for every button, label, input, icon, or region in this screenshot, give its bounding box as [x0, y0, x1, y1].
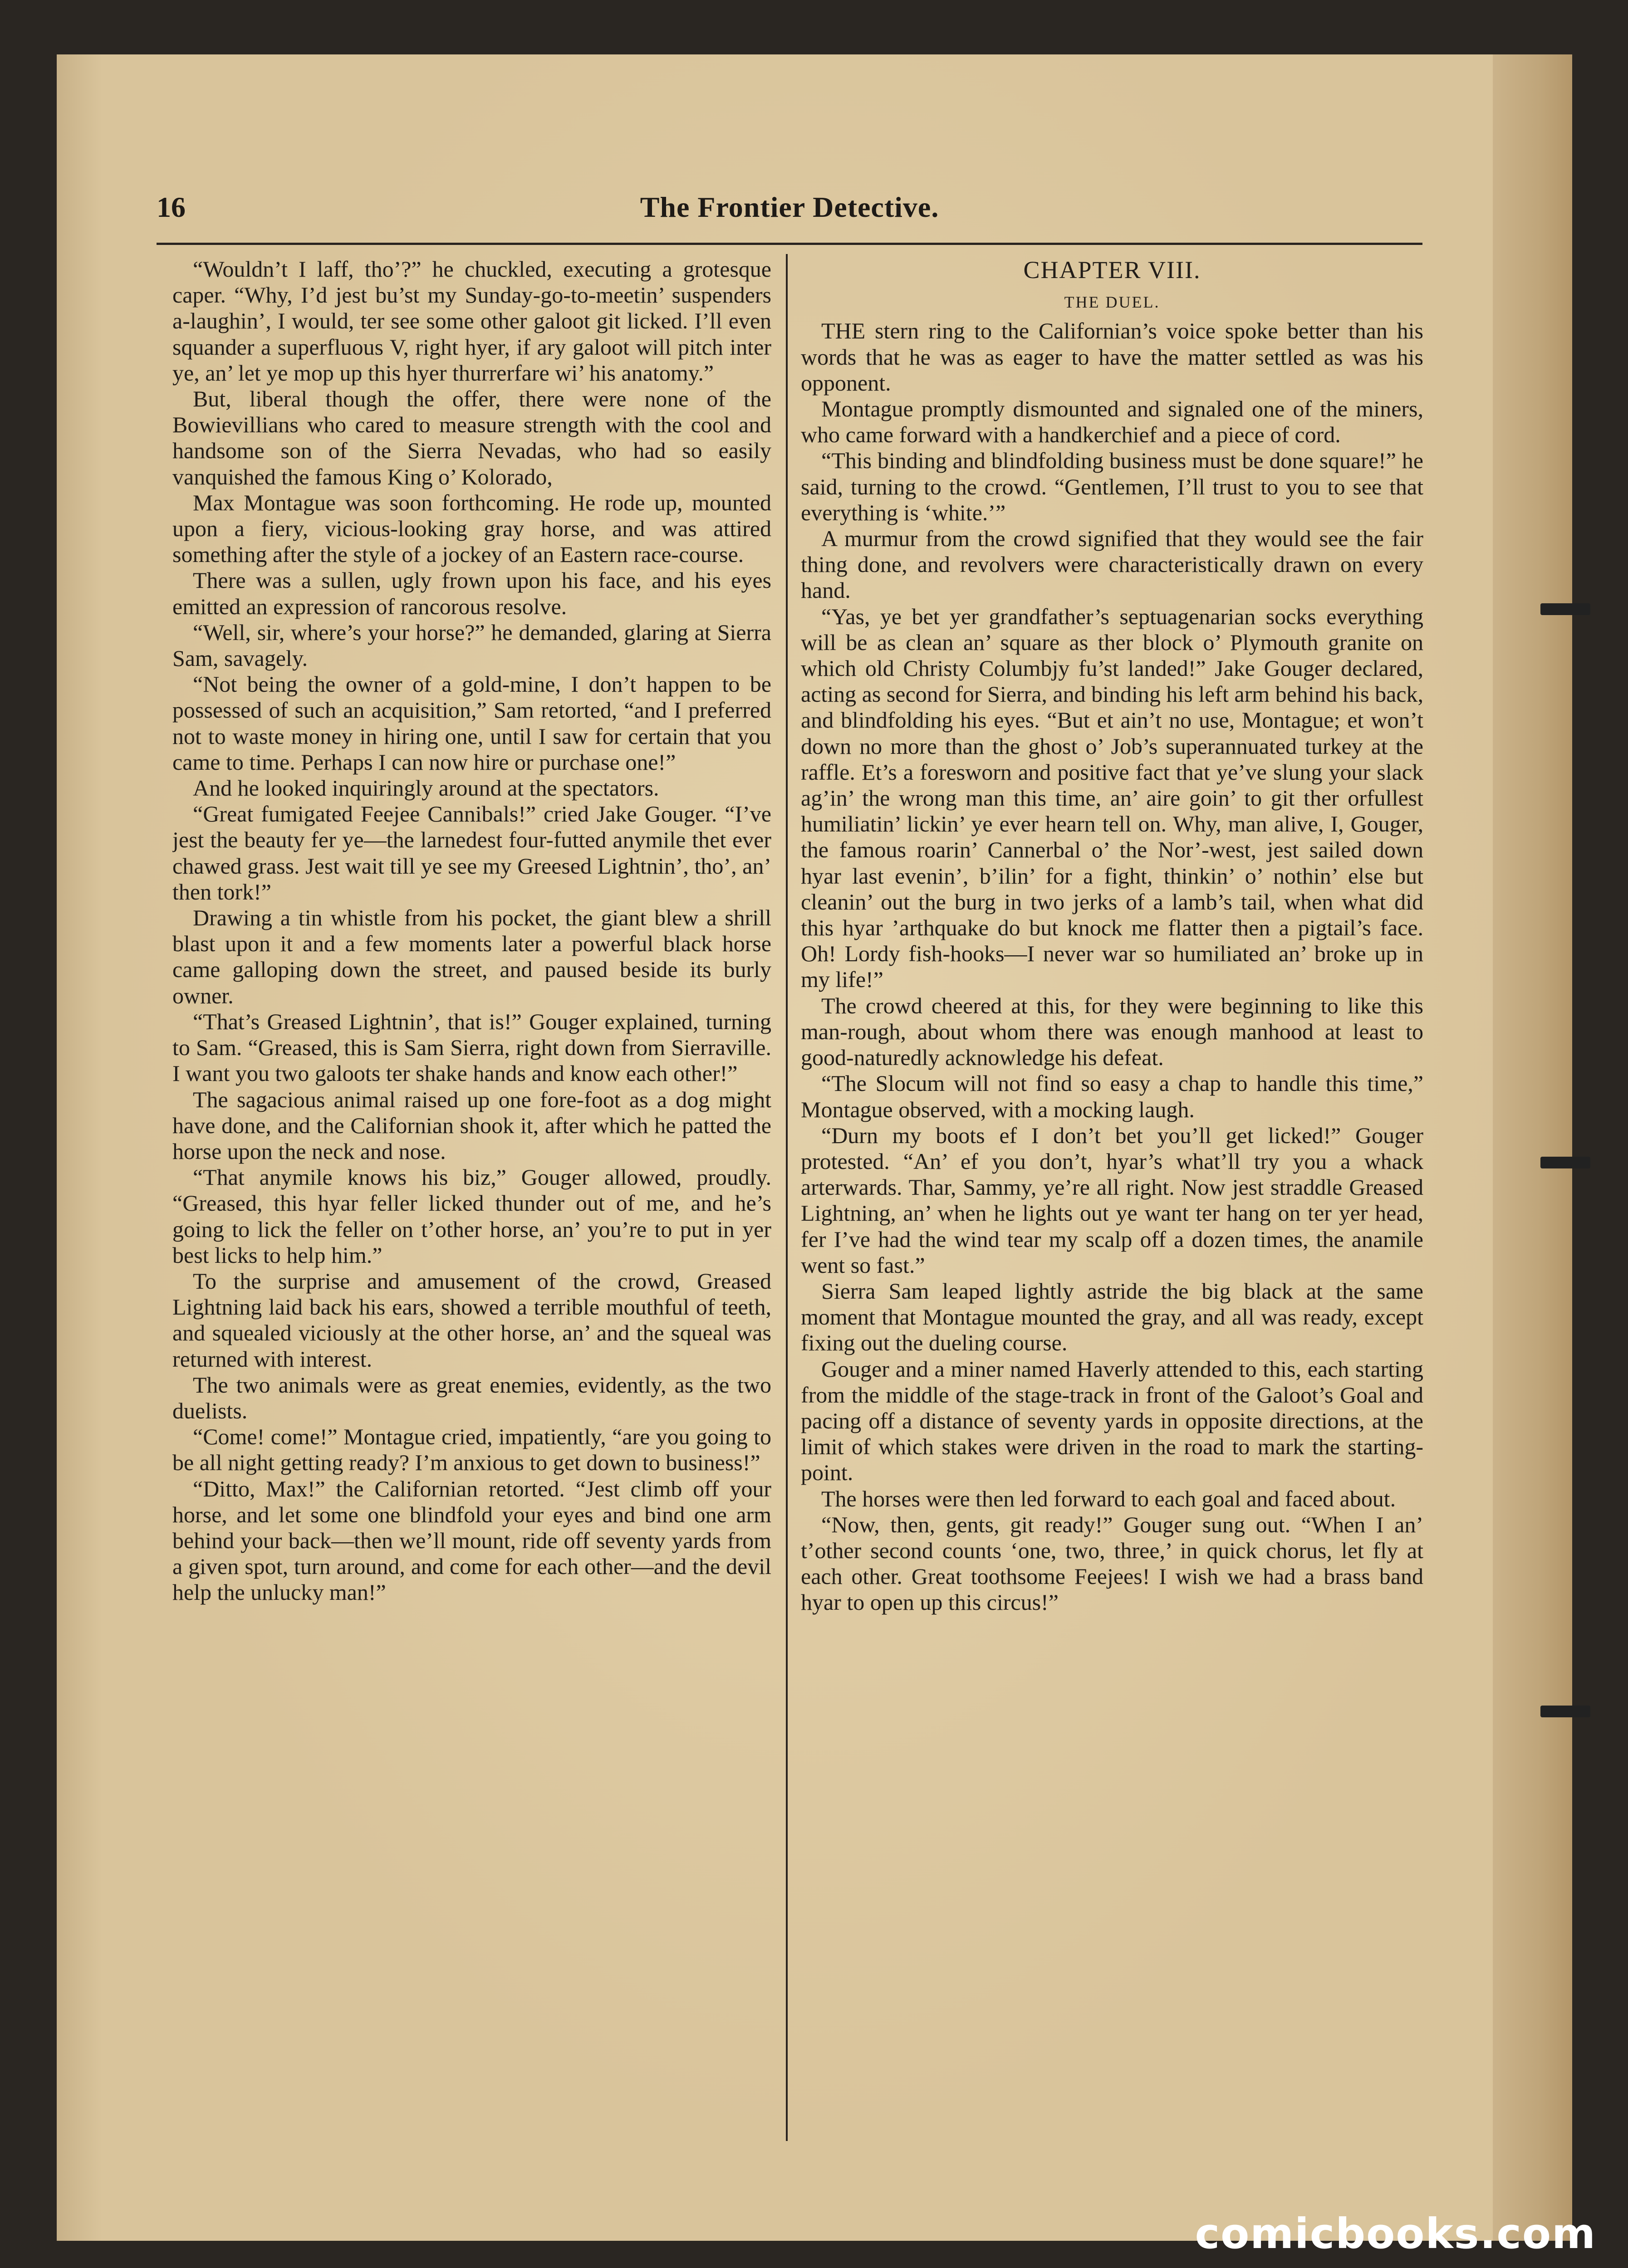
page-header — [157, 191, 1422, 236]
paragraph: A murmur from the crowd signified that they would see the fair thing done, and revolvers were characteristically drawn on every hand. — [801, 526, 1423, 603]
paragraph: Sierra Sam leaped lightly astride the big black at the same moment that Montague mounted the gray, and all was ready, except fixing out the dueling course. — [801, 1278, 1423, 1356]
paragraph: THE stern ring to the Californian’s voice spoke better than his words that he was as eager to have the matter settled as was his opponent. — [801, 318, 1423, 396]
paragraph: “Great fumigated Feejee Cannibals!” cried Jake Gouger. “I’ve jest the beauty fer ye—the larnedest four-futted anymile thet ever chawed grass. Jest wait till ye see my Greesed Lightnin’, tho’, an’ then tork!” — [172, 801, 771, 904]
paragraph: “Wouldn’t I laff, tho’?” he chuckled, executing a grotesque caper. “Why, I’d jest bu’st my Sunday-go-to-meetin’ suspenders a-laughin’, I would, ter see some other galoot git licked. I’ll even squander a superfluous V, right hyer, if ary galoot will pitch inter ye, an’ let ye mop up this hyer thurrerfare wi’ his anatomy.” — [172, 256, 771, 386]
right-column — [801, 256, 1423, 2148]
paragraph: The crowd cheered at this, for they were beginning to like this man-rough, about whom there was enough manhood at least to good-naturedly acknowledge his defeat. — [801, 992, 1423, 1070]
chapter-title: CHAPTER VIII. — [1023, 256, 1201, 284]
paragraph: “Come! come!” Montague cried, impatiently, “are you going to be all night getting ready? I’m anxious to get down to business!” — [172, 1424, 771, 1476]
chapter-subtitle: THE DUEL. — [1064, 293, 1160, 312]
paragraph: And he looked inquiringly around at the spectators. — [193, 775, 659, 801]
staple-mark — [1540, 603, 1590, 615]
paragraph: “That anymile knows his biz,” Gouger allowed, proudly. “Greased, this hyar feller licked thunder out of me, and he’s going to lick the feller on t’other horse, an’ you’re to put in yer best licks to help him.” — [172, 1164, 771, 1268]
paragraph: “Not being the owner of a gold-mine, I don’t happen to be possessed of such an acquisition,” Sam retorted, “and I preferred not to waste money in hiring one, until I saw for certain that you came to time. Perhaps I can now hire or purchase one!” — [172, 671, 771, 775]
paragraph: Montague promptly dismounted and signaled one of the miners, who came forward with a handkerchief and a piece of cord. — [801, 396, 1423, 448]
paragraph: The sagacious animal raised up one fore-foot as a dog might have done, and the Californian shook it, after which he patted the horse upon the neck and nose. — [172, 1086, 771, 1164]
staple-mark — [1540, 1706, 1590, 1717]
paragraph: “Durn my boots ef I don’t bet you’ll get licked!” Gouger protested. “An’ ef you don’t, hyar’s what’ll try you a whack arterwards. Thar, Sammy, ye’re all right. Now jest straddle Greased Lightning, an’ when he lights out ye want ter hang on ter yer head, fer I’ve had the wind tear my scalp off a dozen times, the anamile went so fast.” — [801, 1122, 1423, 1278]
paragraph: The horses were then led forward to each goal and faced about. — [821, 1486, 1396, 1511]
left-column — [172, 256, 771, 2148]
paragraph: The two animals were as great enemies, evidently, as the two duelists. — [172, 1372, 771, 1423]
paragraph: Gouger and a miner named Haverly attended to this, each starting from the middle of the stage-track in front of the Galoot’s Goal and pacing off a distance of seventy yards in opposite directions, at the limit of which stakes were driven in the road to mark the starting-point. — [801, 1356, 1423, 1486]
paragraph: To the surprise and amusement of the crowd, Greased Lightning laid back his ears, showed a terrible mouthful of teeth, and squealed viciously at the other horse, an’ and the squeal was returned with interest. — [172, 1268, 771, 1372]
page-number: 16 — [157, 191, 186, 223]
staple-mark — [1540, 1157, 1590, 1168]
paragraph: “Ditto, Max!” the Californian retorted. “Jest climb off your horse, and let some one blindfold your eyes and bind one arm behind your back—then we’ll mount, ride off seventy yards from a given spot, turn around, and come for each other—and the devil help the unlucky man!” — [172, 1476, 771, 1605]
paragraph: There was a sullen, ugly frown upon his face, and his eyes emitted an expression of rancorous resolve. — [172, 567, 771, 619]
paragraph: Max Montague was soon forthcoming. He rode up, mounted upon a fiery, vicious-looking gray horse, and was attired something after the style of a jockey of an Eastern race-course. — [172, 489, 771, 567]
site-watermark: comicbooks.com — [1195, 2209, 1596, 2258]
paragraph: “This binding and blindfolding business must be done square!” he said, turning to the crowd. “Gentlemen, I’ll trust to you to see that everything is ‘white.’” — [801, 448, 1423, 525]
paragraph: “The Slocum will not find so easy a chap to handle this time,” Montague observed, with a mocking laugh. — [801, 1070, 1423, 1122]
paragraph: “That’s Greased Lightnin’, that is!” Gouger explained, turning to Sam. “Greased, this is Sam Sierra, right down from Sierraville. I want you two galoots ter shake hands and know each other!” — [172, 1008, 771, 1086]
paragraph: “Yas, ye bet yer grandfather’s septuagenarian socks everything will be as clean an’ square as ther block o’ Plymouth granite on which old Christy Columbjy fu’st landed!” Jake Gouger declared, acting as second for Sierra, and binding his left arm behind his back, and blindfolding his eyes. “But et ain’t no use, Montague; et won’t down no more than the ghost o’ Job’s superannuated turkey at the raffle. Et’s a foresworn and positive fact that ye’ve slung your slack ag’in’ the wrong man this time, an’ aire goin’ to git ther orfullest humiliatin’ lickin’ ye ever hearn tell on. Why, man alive, I, Gouger, the famous roarin’ Cannerbal o’ the Nor’-west, jest sailed down hyar last evenin’, b’ilin’ for a fight, thinkin’ o’ nothin’ else but cleanin’ out the burg in two jerks of a lamb’s tail, when what did this hyar ’arthquake do but knock me flatter then a pigtail’s face. Oh! Lordy fish-hooks—I never war so humiliated an’ broke up in my life!” — [801, 603, 1423, 992]
running-title: The Frontier Detective. — [640, 191, 939, 223]
paragraph: Drawing a tin whistle from his pocket, the giant blew a shrill blast upon it and a few moments later a powerful black horse came galloping down the street, and paused beside its burly owner. — [172, 905, 771, 1008]
column-divider — [786, 254, 788, 2141]
paragraph: But, liberal though the offer, there were none of the Bowievillians who cared to measure strength with the cool and handsome son of the Sierra Nevadas, who had so easily vanquished the famous King o’ Kolorado, — [172, 386, 771, 489]
header-rule — [157, 243, 1422, 245]
page-spine-edge — [1493, 54, 1572, 2241]
paragraph: “Now, then, gents, git ready!” Gouger sung out. “When I an’ t’other second counts ‘one, two, three,’ in quick chorus, let fly at each other. Great toothsome Feejees! I wish we had a brass band hyar to open up this circus!” — [801, 1511, 1423, 1615]
paragraph: “Well, sir, where’s your horse?” he demanded, glaring at Sierra Sam, savagely. — [172, 619, 771, 671]
